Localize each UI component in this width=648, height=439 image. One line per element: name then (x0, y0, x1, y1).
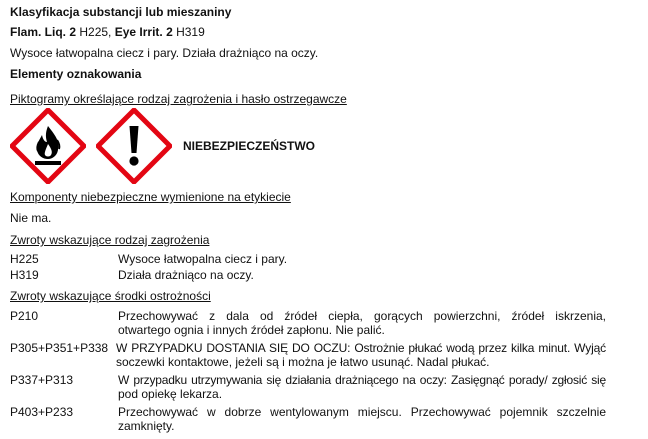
precautionary-statement-text (118, 405, 606, 433)
hazard-statement-text: Działa drażniąco na oczy. (118, 268, 254, 282)
precautionary-statement-code: P210 (10, 309, 39, 323)
components-title: Komponenty niebezpieczne wymienione na etykiecie (10, 190, 291, 204)
hazard-class-eye-irrit: Eye Irrit. 2 (114, 25, 173, 39)
hazard-statement-code: H319 (10, 268, 39, 282)
hazard-statement-text: Wysoce łatwopalna ciecz i pary. (118, 252, 288, 266)
labelling-heading: Elementy oznakowania (10, 67, 142, 81)
precautionary-statement-text (118, 309, 606, 337)
pictograms-title: Piktogramy określające rodzaj zagrożenia i hasło ostrzegawcze (10, 92, 347, 106)
precautionary-statement-code: P337+P313 (10, 373, 74, 387)
precautionary-statement-line: zamknięty. (118, 419, 175, 433)
precautionary-statement-text (116, 341, 606, 369)
precautionary-statement-line: Przechowywać z dala od źródeł ciepła, gorących powierzchni, źródeł iskrzenia, (118, 309, 606, 323)
precautionary-statement-line: otwartego ognia i innych źródeł zapłonu. Nie palić. (118, 323, 385, 337)
hazard-statements-title: Zwroty wskazujące rodzaj zagrożenia (10, 233, 210, 247)
hazard-class-flam-liq: Flam. Liq. 2 (10, 25, 77, 39)
precautionary-statement-line: soczewki kontaktowe, jeżeli są i można je łatwo usunąć. Nadal płukać. (116, 355, 490, 369)
precautionary-statement-line: pod opiekę lekarza. (118, 387, 223, 401)
exclamation-mark-pictogram-icon (96, 108, 172, 184)
classification-heading: Klasyfikacja substancji lub mieszaniny (10, 5, 232, 19)
hazard-statement-code: H225 (10, 252, 39, 266)
flame-pictogram-icon (10, 108, 86, 184)
precautionary-statement-code: P305+P351+P338 (10, 341, 109, 355)
hazard-code-h225: H225, (76, 25, 115, 39)
classification-hazard-line (10, 25, 205, 39)
precautionary-statement-line: Przechowywać w dobrze wentylowanym miejscu. Przechowywać pojemnik szczelnie (118, 405, 606, 419)
components-value: Nie ma. (10, 211, 52, 225)
precautionary-statement-line: W PRZYPADKU DOSTANIA SIĘ DO OCZU: Ostrożnie płukać wodą przez kilka minut. Wyjąć (116, 341, 606, 355)
precautionary-statement-text (118, 373, 606, 401)
precautionary-statement-line: W przypadku utrzymywania się działania drażniącego na oczy: Zasięgnąć porady/ zgłosić się (118, 373, 606, 387)
signal-word: NIEBEZPIECZEŃSTWO (183, 139, 316, 153)
hazard-code-h319: H319 (172, 25, 205, 39)
precautionary-statement-code: P403+P233 (10, 405, 74, 419)
classification-description: Wysoce łatwopalna ciecz i pary. Działa drażniąco na oczy. (10, 46, 319, 60)
precautionary-statements-title: Zwroty wskazujące środki ostrożności (10, 289, 211, 303)
